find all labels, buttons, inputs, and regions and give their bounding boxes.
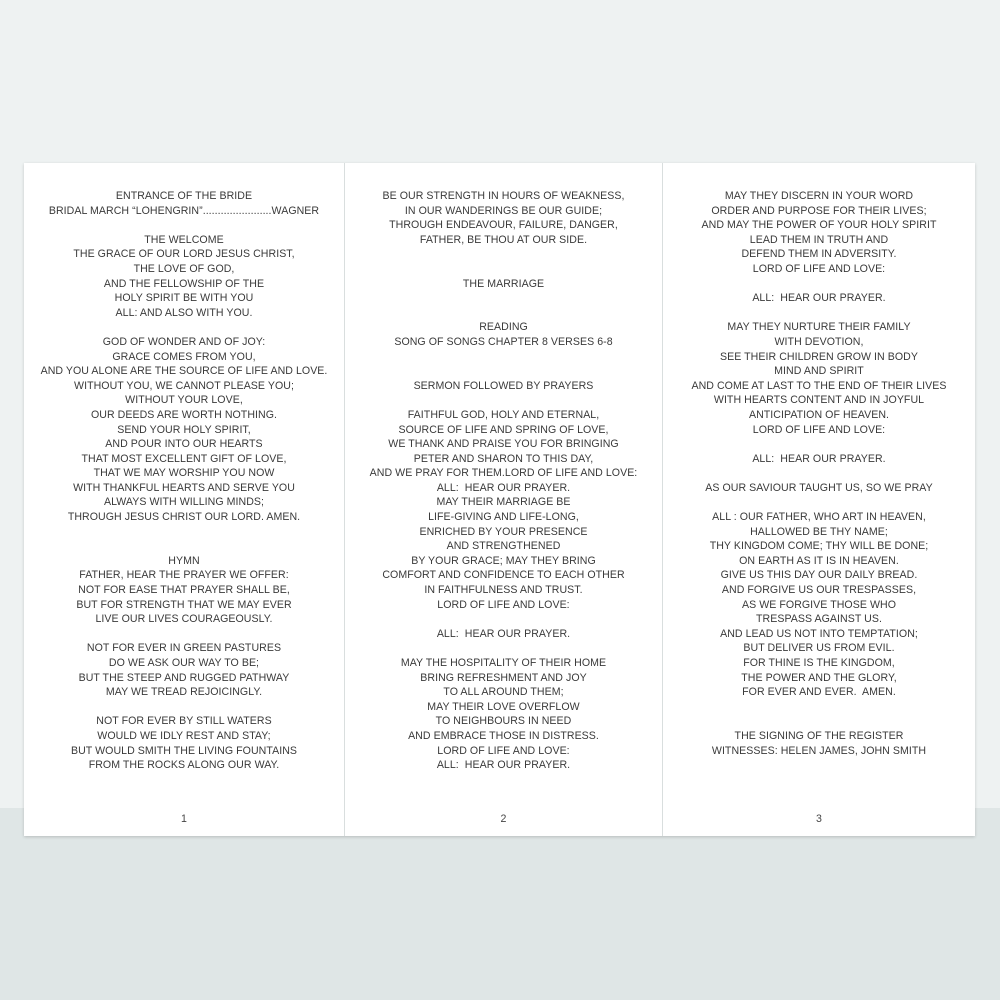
line-spacer	[345, 262, 662, 277]
text-line: IN OUR WANDERINGS BE OUR GUIDE;	[404, 204, 603, 217]
text-line: WITH HEARTS CONTENT AND IN JOYFUL	[713, 394, 925, 407]
line-spacer	[663, 714, 975, 729]
text-line: SONG OF SONGS CHAPTER 8 VERSES 6-8	[394, 335, 613, 348]
page-panel-2	[344, 163, 662, 836]
text-line: HOLY SPIRIT BE WITH YOU	[114, 292, 254, 305]
text-line: LEAD THEM IN TRUTH AND	[749, 233, 889, 246]
line-spacer	[663, 495, 975, 510]
text-line: ALL: AND ALSO WITH YOU.	[115, 306, 253, 319]
text-line: BUT DELIVER US FROM EVIL.	[743, 642, 895, 655]
text-line: ENTRANCE OF THE BRIDE	[115, 190, 253, 202]
line-spacer	[663, 700, 975, 715]
text-line: AND COME AT LAST TO THE END OF THEIR LIVES	[691, 379, 947, 392]
line-spacer	[345, 612, 662, 627]
text-line: FOR EVER AND EVER. AMEN.	[742, 686, 896, 699]
text-line: MAY THE HOSPITALITY OF THEIR HOME	[400, 657, 607, 669]
text-line: THAT MOST EXCELLENT GIFT OF LOVE,	[81, 452, 287, 465]
line-spacer	[24, 320, 344, 335]
text-line: NOT FOR EASE THAT PRAYER SHALL BE,	[78, 584, 290, 597]
line-spacer	[663, 306, 975, 321]
text-line: LORD OF LIFE AND LOVE:	[752, 423, 886, 436]
text-line: ALL: HEAR OUR PRAYER.	[436, 627, 571, 640]
text-line: THE GRACE OF OUR LORD JESUS CHRIST,	[73, 248, 295, 261]
text-line: THE MARRIAGE	[462, 277, 545, 290]
text-line: WITH DEVOTION,	[774, 335, 864, 348]
line-spacer	[663, 277, 975, 292]
text-line: LIVE OUR LIVES COURAGEOUSLY.	[95, 613, 273, 626]
text-line: BE OUR STRENGTH IN HOURS OF WEAKNESS,	[382, 190, 625, 202]
text-line: FROM THE ROCKS ALONG OUR WAY.	[88, 759, 280, 772]
line-spacer	[24, 525, 344, 540]
text-line: ENRICHED BY YOUR PRESENCE	[419, 525, 588, 538]
text-line: SEND YOUR HOLY SPIRIT,	[117, 423, 251, 436]
page-number-2: 2	[500, 813, 507, 826]
line-spacer	[24, 627, 344, 642]
page-3-text	[663, 189, 975, 758]
text-line: DO WE ASK OUR WAY TO BE;	[108, 657, 260, 669]
text-line: AND STRENGTHENED	[446, 540, 561, 553]
text-line: PETER AND SHARON TO THIS DAY,	[413, 452, 594, 465]
line-spacer	[345, 306, 662, 321]
text-line: HALLOWED BE THY NAME;	[750, 525, 888, 538]
text-line: ALL : OUR FATHER, WHO ART IN HEAVEN,	[712, 511, 926, 524]
text-line: BUT WOULD SMITH THE LIVING FOUNTAINS	[70, 744, 298, 757]
text-line: THE LOVE OF GOD,	[133, 262, 235, 275]
text-line: SERMON FOLLOWED BY PRAYERS	[413, 379, 594, 392]
text-line: BUT FOR STRENGTH THAT WE MAY EVER	[76, 598, 292, 611]
line-spacer	[24, 218, 344, 233]
text-line: MAY THEY NURTURE THEIR FAMILY	[727, 321, 911, 334]
text-line: AS WE FORGIVE THOSE WHO	[742, 598, 896, 611]
line-spacer	[345, 393, 662, 408]
line-spacer	[345, 641, 662, 656]
text-line: ALL: HEAR OUR PRAYER.	[436, 481, 571, 494]
page-2-text	[345, 189, 662, 773]
text-line: ALL: HEAR OUR PRAYER.	[752, 452, 886, 465]
page-number-1: 1	[181, 813, 187, 826]
text-line: THY KINGDOM COME; THY WILL BE DONE;	[709, 540, 929, 553]
text-line: ALWAYS WITH WILLING MINDS;	[103, 496, 265, 509]
text-line: IN FAITHFULNESS AND TRUST.	[424, 584, 583, 597]
text-line: SEE THEIR CHILDREN GROW IN BODY	[720, 350, 918, 363]
text-line: THROUGH ENDEAVOUR, FAILURE, DANGER,	[389, 219, 618, 232]
text-line: FATHER, HEAR THE PRAYER WE OFFER:	[79, 569, 289, 582]
background-lower	[0, 808, 1000, 1000]
text-line: GIVE US THIS DAY OUR DAILY BREAD.	[720, 569, 918, 582]
text-line: WITNESSES: HELEN JAMES, JOHN SMITH	[711, 744, 927, 757]
page-panel-1	[24, 163, 344, 836]
text-line: OUR DEEDS ARE WORTH NOTHING.	[90, 408, 278, 421]
text-line: COMFORT AND CONFIDENCE TO EACH OTHER	[382, 569, 625, 582]
text-line: BRIDAL MARCH “LOHENGRIN”.......................WAGNER	[48, 204, 320, 217]
line-spacer	[345, 247, 662, 262]
text-line: MAY THEIR MARRIAGE BE	[436, 496, 571, 509]
text-line: THE WELCOME	[144, 233, 224, 246]
line-spacer	[345, 291, 662, 306]
text-line: AND POUR INTO OUR HEARTS	[105, 438, 263, 451]
text-line: LIFE-GIVING AND LIFE-LONG,	[428, 511, 579, 524]
text-line: AS OUR SAVIOUR TAUGHT US, SO WE PRAY	[705, 481, 933, 494]
text-line: AND THE FELLOWSHIP OF THE	[103, 277, 265, 290]
text-line: ALL: HEAR OUR PRAYER.	[752, 292, 886, 305]
text-line: MAY WE TREAD REJOICINGLY.	[105, 686, 263, 699]
text-line: SOURCE OF LIFE AND SPRING OF LOVE,	[398, 423, 609, 436]
text-line: THE SIGNING OF THE REGISTER	[734, 729, 904, 742]
text-line: THROUGH JESUS CHRIST OUR LORD. AMEN.	[67, 511, 301, 524]
text-line: AND MAY THE POWER OF YOUR HOLY SPIRIT	[701, 219, 937, 232]
text-line: NOT FOR EVER IN GREEN PASTURES	[86, 642, 282, 655]
text-line: WITHOUT YOUR LOVE,	[125, 394, 243, 407]
text-line: ALL: HEAR OUR PRAYER.	[436, 759, 571, 772]
text-line: THAT WE MAY WORSHIP YOU NOW	[93, 467, 275, 480]
text-line: READING	[479, 321, 528, 334]
text-line: THE POWER AND THE GLORY,	[741, 671, 897, 684]
text-line: BY YOUR GRACE; MAY THEY BRING	[411, 554, 596, 567]
order-of-service-sheet	[24, 163, 975, 836]
text-line: WE THANK AND PRAISE YOU FOR BRINGING	[388, 438, 619, 451]
text-line: AND WE PRAY FOR THEM.LORD OF LIFE AND LOVE:	[369, 467, 638, 480]
text-line: MAY THEIR LOVE OVERFLOW	[427, 700, 580, 713]
text-line: ANTICIPATION OF HEAVEN.	[748, 408, 890, 421]
text-line: AND FORGIVE US OUR TRESPASSES,	[721, 584, 917, 597]
text-line: MAY THEY DISCERN IN YOUR WORD	[724, 190, 914, 202]
text-line: WOULD WE IDLY REST AND STAY;	[97, 729, 271, 742]
text-line: AND YOU ALONE ARE THE SOURCE OF LIFE AND LOVE.	[40, 365, 328, 378]
line-spacer	[24, 539, 344, 554]
text-line: BUT THE STEEP AND RUGGED PATHWAY	[78, 671, 290, 684]
text-line: GOD OF WONDER AND OF JOY:	[102, 335, 266, 348]
text-line: WITHOUT YOU, WE CANNOT PLEASE YOU;	[74, 379, 294, 392]
page-number-3: 3	[816, 813, 822, 826]
text-line: MIND AND SPIRIT	[774, 365, 864, 378]
text-line: ON EARTH AS IT IS IN HEAVEN.	[739, 554, 899, 567]
text-line: BRING REFRESHMENT AND JOY	[420, 671, 587, 684]
text-line: HYMN	[168, 554, 200, 567]
text-line: LORD OF LIFE AND LOVE:	[752, 262, 886, 275]
line-spacer	[663, 437, 975, 452]
line-spacer	[345, 350, 662, 365]
line-spacer	[345, 364, 662, 379]
text-line: LORD OF LIFE AND LOVE:	[437, 744, 570, 757]
text-line: ORDER AND PURPOSE FOR THEIR LIVES;	[711, 204, 927, 217]
text-line: DEFEND THEM IN ADVERSITY.	[741, 248, 897, 261]
text-line: WITH THANKFUL HEARTS AND SERVE YOU	[73, 481, 295, 494]
page-panel-3	[662, 163, 975, 836]
text-line: TO NEIGHBOURS IN NEED	[435, 715, 572, 728]
text-line: GRACE COMES FROM YOU,	[112, 350, 256, 363]
text-line: FOR THINE IS THE KINGDOM,	[743, 657, 895, 669]
text-line: FAITHFUL GOD, HOLY AND ETERNAL,	[407, 408, 600, 421]
line-spacer	[24, 700, 344, 715]
text-line: TRESPASS AGAINST US.	[755, 613, 882, 626]
text-line: AND EMBRACE THOSE IN DISTRESS.	[408, 729, 599, 742]
text-line: AND LEAD US NOT INTO TEMPTATION;	[720, 627, 918, 640]
text-line: LORD OF LIFE AND LOVE:	[437, 598, 570, 611]
text-line: TO ALL AROUND THEM;	[443, 686, 564, 699]
text-line: FATHER, BE THOU AT OUR SIDE.	[419, 233, 588, 246]
line-spacer	[663, 466, 975, 481]
text-line: NOT FOR EVER BY STILL WATERS	[96, 715, 272, 728]
page-1-text	[24, 189, 344, 773]
